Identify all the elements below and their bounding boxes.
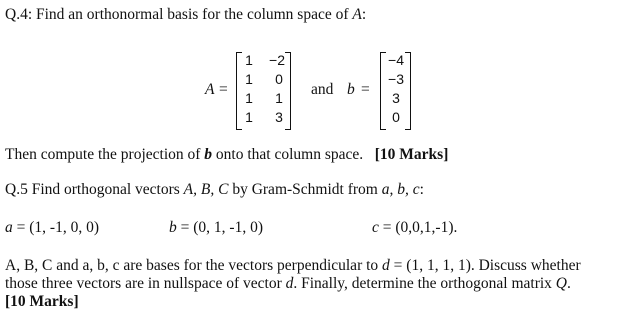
paragraph-line-2-prefix: those three vectors are in nullspace of vector [5, 275, 286, 292]
paragraph-line-1-prefix: A, B, C and a, b, c are bases for the vectors perpendicular to [5, 257, 383, 274]
vector-b-label: b [347, 81, 355, 98]
vector-d-name: d [285, 275, 294, 292]
projection-statement [5, 146, 448, 164]
vector-a-definition [5, 219, 99, 237]
paragraph-line-1-suffix: = (1, 1, 1, 1). Discuss whether [389, 257, 581, 274]
q5-suffix: : [419, 181, 424, 198]
matrix-a-label: A [205, 81, 215, 98]
projection-prefix: Then compute the projection of [5, 146, 205, 163]
q5-sources: a, b, c [381, 181, 420, 198]
q4-prefix: Q.4: Find an orthonormal basis for the column space of [5, 6, 353, 23]
vector-a-name: a [5, 219, 13, 236]
matrix-and: and [311, 81, 334, 98]
paragraph-line-2-suffix: . [567, 275, 571, 292]
matrix-a-cell: 1 [245, 109, 253, 125]
q5-marks: [10 Marks] [5, 293, 79, 310]
vector-d-name: d [382, 257, 390, 274]
matrix-q-name: Q [555, 275, 567, 292]
paragraph-line-2-middle: . Finally, determine the orthogonal matrix [293, 275, 556, 292]
q5-middle: by Gram-Schmidt from [228, 181, 382, 198]
matrix-a-cell: 1 [245, 90, 253, 106]
projection-vector-b: b [204, 146, 213, 163]
vector-b-name: b [169, 219, 177, 236]
matrix-a-cell: 3 [275, 109, 283, 125]
q5-prefix: Q.5 Find orthogonal vectors [5, 181, 184, 198]
projection-middle: onto that column space. [212, 146, 375, 163]
vector-c-definition [372, 219, 457, 237]
vector-b-cell: −3 [388, 71, 404, 87]
q4-heading [5, 6, 366, 24]
q5-heading [5, 181, 424, 199]
matrix-a-cell: 0 [275, 71, 283, 87]
vector-c-value: = (0,0,1,-1). [378, 219, 458, 236]
vector-b-equals: = [361, 81, 370, 98]
paragraph-line-2 [5, 275, 571, 293]
vector-a-value: = (1, -1, 0, 0) [12, 219, 99, 236]
vector-c-name: c [372, 219, 379, 236]
q5-vars: A, B, C [183, 181, 229, 198]
matrix-a-cell: 1 [245, 52, 253, 68]
matrix-a-cell: 1 [245, 71, 253, 87]
matrix-a-cell: −2 [269, 52, 285, 68]
vector-b-value: = (0, 1, -1, 0) [176, 219, 263, 236]
q4-suffix: : [361, 6, 367, 23]
vector-b-cell: 0 [392, 109, 400, 125]
paragraph-line-1 [5, 257, 581, 275]
vector-b-cell: 3 [392, 90, 400, 106]
q4-matrix-var: A [352, 6, 362, 23]
vector-b-cell: −4 [388, 52, 404, 68]
matrix-a-cell: 1 [275, 90, 283, 106]
matrix-a-equals: = [219, 81, 228, 98]
vector-b-definition [169, 219, 263, 237]
matrix-equation [0, 48, 637, 132]
projection-marks: [10 Marks] [374, 146, 449, 163]
